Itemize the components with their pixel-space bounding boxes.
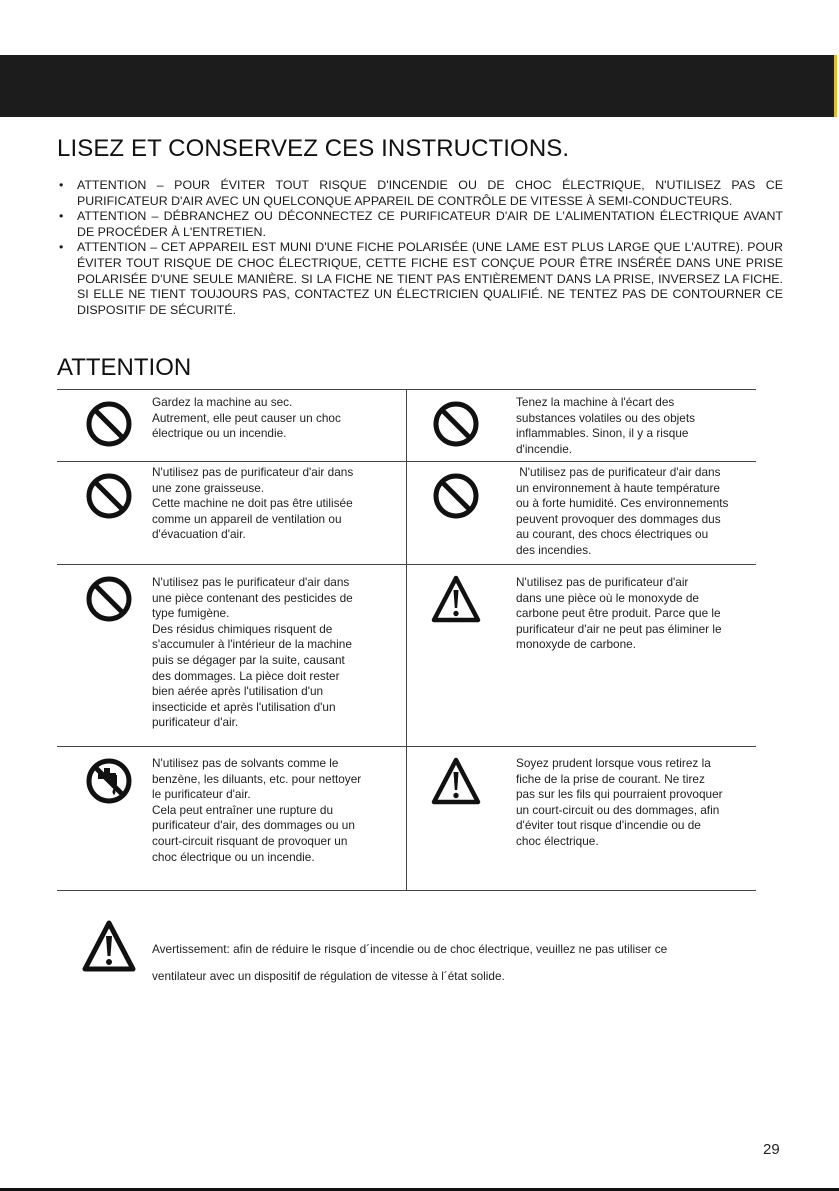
- cell-line: type fumigène.: [152, 606, 230, 621]
- cell-line: d'incendie.: [516, 441, 573, 456]
- cell-line: substances volatiles ou des objets: [516, 410, 696, 425]
- cell-line: s'accumuler à l'intérieur de la machine: [152, 637, 352, 652]
- cell-line: purificateur d'air ne peut pas éliminer le: [516, 621, 722, 636]
- cell-line: pas sur les fils qui pourraient provoquer: [516, 787, 723, 802]
- safety-cell-text: [516, 395, 695, 457]
- safety-cell-text: [152, 575, 353, 731]
- cell-line: une pièce contenant des pesticides de: [152, 590, 353, 605]
- table-column-divider: [406, 389, 407, 891]
- warning-item: • ATTENTION – DÉBRANCHEZ OU DÉCONNECTEZ CE PURIFICATEUR D'AIR DE L'ALIMENTATION ÉLECTRIQUE AVANT DE PROCÉDER À L'ENTRETIEN.: [57, 209, 783, 240]
- cell-line: N'utilisez pas de purificateur d'air dans: [152, 465, 354, 479]
- cell-line: N'utilisez pas le purificateur d'air dans: [152, 575, 350, 589]
- prohibition-icon: [431, 471, 481, 521]
- warning-triangle-icon: [431, 756, 481, 806]
- cell-line: Soyez prudent lorsque vous retirez la: [516, 756, 711, 770]
- warning-note: [81, 918, 761, 984]
- cell-line: dans une pièce où le monoxyde de: [516, 590, 699, 605]
- prohibition-icon: [84, 399, 134, 449]
- cell-line: court-circuit risquant de provoquer un: [152, 833, 348, 848]
- cell-line: une zone graisseuse.: [152, 480, 265, 495]
- cell-line: Cette machine ne doit pas être utilisée: [152, 496, 353, 511]
- prohibition-icon: [431, 399, 481, 449]
- safety-cell-text: [152, 756, 361, 865]
- cell-line: un court-circuit ou des dommages, afin: [516, 802, 720, 817]
- cell-line: benzène, les diluants, etc. pour nettoyer: [152, 771, 362, 786]
- warnings-list: [57, 178, 783, 318]
- attention-heading: ATTENTION: [57, 354, 192, 381]
- cell-line: le purificateur d'air.: [152, 787, 251, 802]
- cell-line: d'évacuation d'air.: [152, 527, 246, 542]
- warning-item: • ATTENTION – POUR ÉVITER TOUT RISQUE D'INCENDIE OU DE CHOC ÉLECTRIQUE, N'UTILISEZ PAS CE PURIFICATEUR D'AIR AVEC UN QUELCONQUE APPAREIL DE CONTRÔLE DE VITESSE À SEMI-CONDUCTEURS.: [57, 178, 783, 209]
- safety-cell-text: [516, 465, 728, 559]
- cell-line: d'éviter tout risque d'incendie ou de: [516, 818, 701, 833]
- cell-line: électrique ou un incendie.: [152, 426, 287, 441]
- cell-line: ou à forte humidité. Ces environnements: [516, 496, 729, 511]
- cell-line: des incendies.: [516, 542, 592, 557]
- cell-line: N'utilisez pas de solvants comme le: [152, 756, 339, 770]
- cell-line: choc électrique ou un incendie.: [152, 849, 315, 864]
- cell-line: choc électrique.: [516, 833, 599, 848]
- cell-line: Tenez la machine à l'écart des: [516, 395, 675, 409]
- cell-line: comme un appareil de ventilation ou: [152, 511, 342, 526]
- cell-line: Autrement, elle peut causer un choc: [152, 410, 341, 425]
- page-number: 29: [763, 1141, 780, 1158]
- prohibition-icon: [84, 471, 134, 521]
- cell-line: purificateur d'air.: [152, 715, 239, 730]
- cell-line: puis se dégager par la suite, causant: [152, 652, 345, 667]
- no-water-tap-icon: [84, 756, 134, 806]
- note-line: ventilateur avec un dispositif de régulation de vitesse à l´état solide.: [152, 969, 505, 984]
- page-title: LISEZ ET CONSERVEZ CES INSTRUCTIONS.: [57, 135, 570, 162]
- cell-line: N'utilisez pas de purificateur d'air: [516, 575, 689, 589]
- warning-note-text: [152, 930, 752, 997]
- cell-line: Gardez la machine au sec.: [152, 395, 293, 409]
- warning-triangle-icon: [431, 574, 481, 624]
- cell-line: purificateur d'air, des dommages ou un: [152, 818, 355, 833]
- cell-line: Cela peut entraîner une rupture du: [152, 802, 334, 817]
- cell-line: Des résidus chimiques risquent de: [152, 621, 333, 636]
- cell-line: au courant, des chocs électriques ou: [516, 527, 709, 542]
- prohibition-icon: [84, 574, 134, 624]
- safety-cell-text: [516, 756, 723, 850]
- cell-line: inflammables. Sinon, il y a risque: [516, 426, 689, 441]
- warning-triangle-icon: [81, 918, 137, 974]
- safety-cell-text: [516, 575, 722, 653]
- cell-line: monoxyde de carbone.: [516, 637, 637, 652]
- cell-line: un environnement à haute température: [516, 480, 720, 495]
- header-bar: [0, 55, 835, 117]
- cell-line: des dommages. La pièce doit rester: [152, 668, 340, 683]
- cell-line: insecticide et après l'utilisation d'un: [152, 699, 336, 714]
- cell-line: peuvent provoquer des dommages dus: [516, 511, 721, 526]
- safety-cell-text: [152, 465, 353, 543]
- cell-line: bien aérée après l'utilisation d'un: [152, 684, 324, 699]
- header-accent-bar: [834, 55, 837, 117]
- warning-item: • ATTENTION – CET APPAREIL EST MUNI D'UNE FICHE POLARISÉE (UNE LAME EST PLUS LARGE QUE L'AUTRE). POUR ÉVITER TOUT RISQUE DE CHOC ÉLECTRIQUE, CETTE FICHE EST CONÇUE POUR ÊTRE INSÉRÉE DANS UNE PRISE POLARISÉE D'UNE SEULE MANIÈRE. SI LA FICHE NE TIENT PAS ENTIÈREMENT DANS LA PRISE, INVERSEZ LA FICHE. SI ELLE NE TIENT TOUJOURS PAS, CONTACTEZ UN ÉLECTRICIEN QUALIFIÉ. NE TENTEZ PAS DE CONTOURNER CE DISPOSITIF DE SÉCURITÉ.: [57, 240, 783, 318]
- cell-line: N'utilisez pas de purificateur d'air dans: [516, 465, 721, 479]
- note-line: Avertissement: afin de réduire le risque d´incendie ou de choc électrique, veuillez ne pas utiliser ce: [152, 941, 668, 956]
- cell-line: carbone peut être produit. Parce que le: [516, 606, 721, 621]
- safety-cell-text: [152, 395, 341, 442]
- cell-line: fiche de la prise de courant. Ne tirez: [516, 771, 705, 786]
